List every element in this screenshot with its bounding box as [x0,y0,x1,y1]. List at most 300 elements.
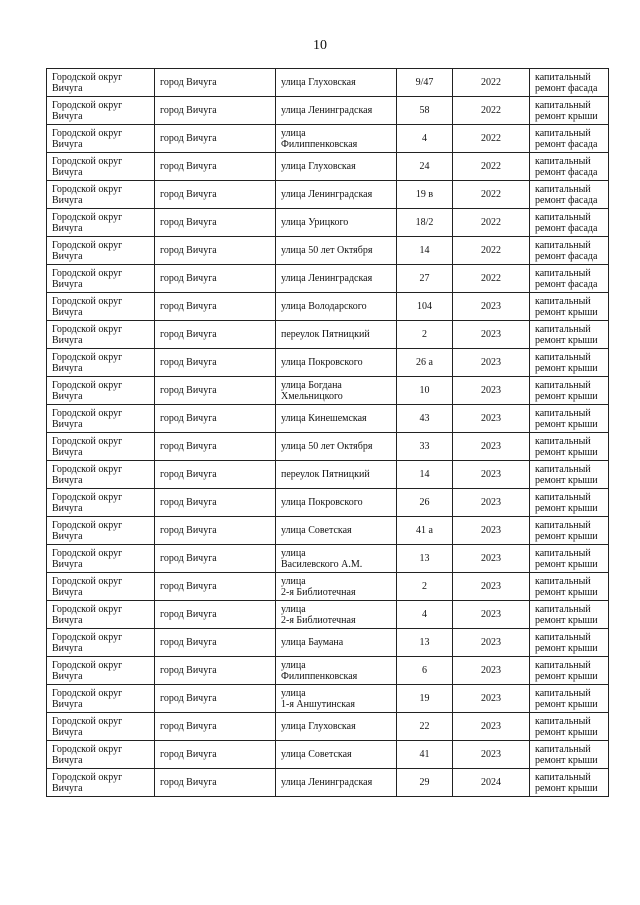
municipality-cell-line: Вичуга [52,614,83,626]
table-row [47,657,609,685]
work-type-cell [530,181,609,209]
street-cell [276,69,397,97]
street-cell [276,489,397,517]
work-type-cell-line: ремонт крыши [535,614,598,626]
municipality-cell [47,545,155,573]
municipality-cell-line: Городской округ [52,155,123,167]
work-type-cell-line: ремонт фасада [535,166,598,178]
house-number-cell: 27 [397,265,453,293]
work-type-cell-line: ремонт фасада [535,82,598,94]
street-cell-line: улица Урицкого [281,217,349,228]
street-cell [276,629,397,657]
street-cell-line: улица Богдана [281,379,342,391]
house-number-cell: 22 [397,713,453,741]
street-cell-line: улица Глуховская [281,77,356,88]
street-cell [276,601,397,629]
street-cell-line: улица Ленинградская [281,189,373,200]
work-type-cell-line: ремонт крыши [535,446,598,458]
year-cell: 2023 [453,657,530,685]
municipality-cell [47,405,155,433]
street-cell [276,181,397,209]
municipality-cell [47,657,155,685]
municipality-cell-line: Городской округ [52,687,123,699]
work-type-cell [530,629,609,657]
house-number-cell: 33 [397,433,453,461]
year-cell: 2022 [453,209,530,237]
house-number-cell: 4 [397,601,453,629]
settlement-cell: город Вичуга [155,601,276,629]
street-cell-line: 1-я Аншутинская [281,698,355,710]
year-cell: 2022 [453,125,530,153]
table-row [47,237,609,265]
street-cell-line: улица [281,603,306,615]
work-type-cell-line: ремонт крыши [535,754,598,766]
table-row [47,601,609,629]
table-row [47,629,609,657]
work-type-cell [530,601,609,629]
repair-schedule-table [46,68,609,797]
work-type-cell-line: капитальный [535,267,591,279]
work-type-cell-line: капитальный [535,547,591,559]
year-cell: 2023 [453,433,530,461]
municipality-cell-line: Вичуга [52,726,83,738]
house-number-cell: 14 [397,461,453,489]
street-cell-line: переулок Пятницкий [281,469,370,480]
house-number-cell: 41 а [397,517,453,545]
work-type-cell-line: ремонт крыши [535,390,598,402]
work-type-cell [530,405,609,433]
street-cell [276,125,397,153]
municipality-cell [47,97,155,125]
municipality-cell [47,209,155,237]
street-cell [276,769,397,797]
work-type-cell [530,125,609,153]
municipality-cell-line: Городской округ [52,743,123,755]
municipality-cell-line: Вичуга [52,390,83,402]
street-cell-line: улица Покровского [281,357,363,368]
street-cell-line: улица Ленинградская [281,105,373,116]
municipality-cell-line: Городской округ [52,351,123,363]
municipality-cell [47,489,155,517]
municipality-cell [47,237,155,265]
municipality-cell-line: Городской округ [52,379,123,391]
settlement-cell: город Вичуга [155,209,276,237]
house-number-cell: 29 [397,769,453,797]
street-cell-line: Филиппенковская [281,670,358,682]
municipality-cell-line: Городской округ [52,99,123,111]
year-cell: 2022 [453,237,530,265]
street-cell [276,377,397,405]
municipality-cell-line: Вичуга [52,558,83,570]
settlement-cell: город Вичуга [155,237,276,265]
work-type-cell-line: ремонт крыши [535,418,598,430]
year-cell: 2023 [453,377,530,405]
house-number-cell: 18/2 [397,209,453,237]
municipality-cell-line: Городской округ [52,519,123,531]
municipality-cell-line: Городской округ [52,771,123,783]
table-row [47,573,609,601]
work-type-cell [530,489,609,517]
house-number-cell: 6 [397,657,453,685]
municipality-cell [47,713,155,741]
work-type-cell-line: ремонт крыши [535,530,598,542]
settlement-cell: город Вичуга [155,573,276,601]
work-type-cell-line: капитальный [535,239,591,251]
municipality-cell [47,265,155,293]
street-cell-line: Василевского А.М. [281,558,363,570]
house-number-cell: 10 [397,377,453,405]
work-type-cell [530,657,609,685]
municipality-cell-line: Городской округ [52,463,123,475]
house-number-cell: 2 [397,321,453,349]
house-number-cell: 19 [397,685,453,713]
street-cell-line: улица 50 лет Октября [281,441,373,452]
year-cell: 2023 [453,489,530,517]
work-type-cell-line: ремонт крыши [535,642,598,654]
year-cell: 2023 [453,405,530,433]
municipality-cell-line: Городской округ [52,407,123,419]
settlement-cell: город Вичуга [155,685,276,713]
work-type-cell-line: ремонт фасада [535,278,598,290]
year-cell: 2022 [453,97,530,125]
year-cell: 2023 [453,293,530,321]
street-cell [276,153,397,181]
house-number-cell: 13 [397,545,453,573]
street-cell [276,573,397,601]
street-cell-line: улица Ленинградская [281,777,373,788]
work-type-cell-line: капитальный [535,575,591,587]
municipality-cell [47,181,155,209]
municipality-cell-line: Вичуга [52,334,83,346]
municipality-cell-line: Вичуга [52,670,83,682]
table-row [47,405,609,433]
work-type-cell-line: капитальный [535,323,591,335]
street-cell [276,405,397,433]
year-cell: 2023 [453,629,530,657]
street-cell [276,321,397,349]
municipality-cell-line: Городской округ [52,295,123,307]
municipality-cell-line: Городской округ [52,127,123,139]
municipality-cell-line: Вичуга [52,250,83,262]
year-cell: 2023 [453,713,530,741]
municipality-cell [47,69,155,97]
work-type-cell-line: капитальный [535,71,591,83]
table-body [47,69,609,797]
work-type-cell-line: ремонт крыши [535,110,598,122]
municipality-cell-line: Вичуга [52,698,83,710]
municipality-cell-line: Городской округ [52,183,123,195]
house-number-cell: 24 [397,153,453,181]
year-cell: 2023 [453,573,530,601]
street-cell [276,461,397,489]
municipality-cell-line: Вичуга [52,362,83,374]
street-cell [276,545,397,573]
work-type-cell-line: ремонт крыши [535,670,598,682]
municipality-cell-line: Вичуга [52,642,83,654]
table-row [47,125,609,153]
work-type-cell-line: ремонт крыши [535,726,598,738]
work-type-cell-line: капитальный [535,407,591,419]
work-type-cell [530,349,609,377]
street-cell [276,657,397,685]
work-type-cell-line: капитальный [535,715,591,727]
municipality-cell-line: Вичуга [52,278,83,290]
work-type-cell-line: капитальный [535,295,591,307]
work-type-cell-line: капитальный [535,379,591,391]
table-row [47,293,609,321]
settlement-cell: город Вичуга [155,713,276,741]
settlement-cell: город Вичуга [155,69,276,97]
settlement-cell: город Вичуга [155,405,276,433]
municipality-cell-line: Вичуга [52,222,83,234]
work-type-cell [530,769,609,797]
year-cell: 2022 [453,69,530,97]
settlement-cell: город Вичуга [155,545,276,573]
settlement-cell: город Вичуга [155,461,276,489]
street-cell [276,265,397,293]
street-cell-line: Хмельницкого [281,390,343,402]
work-type-cell-line: капитальный [535,463,591,475]
work-type-cell [530,321,609,349]
municipality-cell-line: Вичуга [52,306,83,318]
municipality-cell-line: Городской округ [52,715,123,727]
street-cell-line: улица 50 лет Октября [281,245,373,256]
work-type-cell-line: ремонт фасада [535,250,598,262]
work-type-cell-line: ремонт крыши [535,558,598,570]
table-row [47,97,609,125]
year-cell: 2023 [453,685,530,713]
work-type-cell-line: капитальный [535,743,591,755]
table-row [47,349,609,377]
table-row [47,321,609,349]
street-cell-line: улица Кинешемская [281,413,367,424]
year-cell: 2022 [453,153,530,181]
table-row [47,741,609,769]
settlement-cell: город Вичуга [155,321,276,349]
street-cell [276,97,397,125]
settlement-cell: город Вичуга [155,489,276,517]
municipality-cell-line: Городской округ [52,71,123,83]
street-cell-line: 2-я Библиотечная [281,586,356,598]
municipality-cell-line: Городской округ [52,631,123,643]
municipality-cell-line: Вичуга [52,754,83,766]
municipality-cell-line: Вичуга [52,418,83,430]
municipality-cell-line: Городской округ [52,575,123,587]
municipality-cell [47,461,155,489]
municipality-cell [47,321,155,349]
municipality-cell-line: Вичуга [52,586,83,598]
street-cell-line: улица [281,659,306,671]
house-number-cell: 4 [397,125,453,153]
work-type-cell-line: капитальный [535,771,591,783]
municipality-cell [47,349,155,377]
table-row [47,461,609,489]
municipality-cell-line: Городской округ [52,435,123,447]
municipality-cell [47,769,155,797]
work-type-cell [530,685,609,713]
house-number-cell: 9/47 [397,69,453,97]
work-type-cell-line: ремонт крыши [535,306,598,318]
municipality-cell-line: Городской округ [52,547,123,559]
municipality-cell-line: Вичуга [52,446,83,458]
table-row [47,489,609,517]
settlement-cell: город Вичуга [155,433,276,461]
work-type-cell [530,517,609,545]
house-number-cell: 26 [397,489,453,517]
table-row [47,153,609,181]
settlement-cell: город Вичуга [155,97,276,125]
year-cell: 2023 [453,517,530,545]
work-type-cell-line: капитальный [535,519,591,531]
street-cell [276,349,397,377]
street-cell-line: улица Покровского [281,497,363,508]
settlement-cell: город Вичуга [155,629,276,657]
work-type-cell-line: капитальный [535,491,591,503]
work-type-cell-line: капитальный [535,183,591,195]
house-number-cell: 19 в [397,181,453,209]
municipality-cell-line: Вичуга [52,82,83,94]
settlement-cell: город Вичуга [155,517,276,545]
settlement-cell: город Вичуга [155,181,276,209]
work-type-cell [530,293,609,321]
work-type-cell-line: ремонт крыши [535,698,598,710]
municipality-cell-line: Городской округ [52,603,123,615]
street-cell-line: улица [281,547,306,559]
settlement-cell: город Вичуга [155,293,276,321]
work-type-cell-line: капитальный [535,127,591,139]
work-type-cell [530,265,609,293]
year-cell: 2024 [453,769,530,797]
table-row [47,265,609,293]
work-type-cell [530,153,609,181]
work-type-cell-line: ремонт крыши [535,474,598,486]
table-row [47,181,609,209]
work-type-cell [530,433,609,461]
street-cell [276,741,397,769]
work-type-cell [530,209,609,237]
house-number-cell: 41 [397,741,453,769]
street-cell-line: 2-я Библиотечная [281,614,356,626]
settlement-cell: город Вичуга [155,153,276,181]
year-cell: 2022 [453,181,530,209]
work-type-cell-line: ремонт фасада [535,138,598,150]
street-cell [276,209,397,237]
table-row [47,209,609,237]
table-row [47,545,609,573]
street-cell-line: улица [281,687,306,699]
work-type-cell-line: ремонт фасада [535,194,598,206]
street-cell-line: улица Глуховская [281,721,356,732]
settlement-cell: город Вичуга [155,657,276,685]
municipality-cell [47,601,155,629]
municipality-cell-line: Вичуга [52,138,83,150]
year-cell: 2023 [453,545,530,573]
house-number-cell: 14 [397,237,453,265]
work-type-cell-line: капитальный [535,659,591,671]
municipality-cell [47,125,155,153]
street-cell-line: улица Баумана [281,637,344,648]
table-row [47,377,609,405]
street-cell-line: улица Глуховская [281,161,356,172]
settlement-cell: город Вичуга [155,377,276,405]
house-number-cell: 26 а [397,349,453,377]
work-type-cell-line: ремонт фасада [535,222,598,234]
municipality-cell-line: Городской округ [52,491,123,503]
work-type-cell [530,377,609,405]
work-type-cell [530,461,609,489]
municipality-cell-line: Городской округ [52,323,123,335]
work-type-cell [530,545,609,573]
work-type-cell-line: капитальный [535,631,591,643]
table-row [47,433,609,461]
street-cell-line: улица Володарского [281,301,367,312]
municipality-cell-line: Вичуга [52,474,83,486]
street-cell-line: улица Ленинградская [281,273,373,284]
street-cell-line: улица Советская [281,749,352,760]
settlement-cell: город Вичуга [155,265,276,293]
municipality-cell [47,293,155,321]
table-row [47,713,609,741]
table-row [47,769,609,797]
street-cell-line: Филиппенковская [281,138,358,150]
work-type-cell [530,741,609,769]
municipality-cell-line: Городской округ [52,267,123,279]
settlement-cell: город Вичуга [155,125,276,153]
house-number-cell: 104 [397,293,453,321]
street-cell-line: улица [281,575,306,587]
municipality-cell [47,377,155,405]
work-type-cell-line: ремонт крыши [535,586,598,598]
year-cell: 2022 [453,265,530,293]
street-cell-line: улица Советская [281,525,352,536]
work-type-cell-line: капитальный [535,211,591,223]
year-cell: 2023 [453,461,530,489]
municipality-cell-line: Городской округ [52,659,123,671]
street-cell [276,713,397,741]
municipality-cell [47,433,155,461]
street-cell [276,517,397,545]
table-row [47,69,609,97]
municipality-cell-line: Вичуга [52,530,83,542]
municipality-cell-line: Городской округ [52,211,123,223]
municipality-cell [47,517,155,545]
house-number-cell: 43 [397,405,453,433]
municipality-cell-line: Вичуга [52,166,83,178]
work-type-cell-line: капитальный [535,99,591,111]
work-type-cell-line: капитальный [535,603,591,615]
work-type-cell [530,713,609,741]
work-type-cell-line: капитальный [535,155,591,167]
work-type-cell-line: капитальный [535,687,591,699]
municipality-cell-line: Вичуга [52,194,83,206]
municipality-cell-line: Вичуга [52,110,83,122]
municipality-cell [47,573,155,601]
work-type-cell-line: ремонт крыши [535,782,598,794]
settlement-cell: город Вичуга [155,349,276,377]
settlement-cell: город Вичуга [155,769,276,797]
work-type-cell-line: капитальный [535,351,591,363]
page-number: 10 [313,38,327,53]
street-cell [276,237,397,265]
work-type-cell [530,237,609,265]
table-row [47,685,609,713]
house-number-cell: 2 [397,573,453,601]
street-cell [276,685,397,713]
year-cell: 2023 [453,741,530,769]
year-cell: 2023 [453,349,530,377]
street-cell [276,433,397,461]
table-row [47,517,609,545]
